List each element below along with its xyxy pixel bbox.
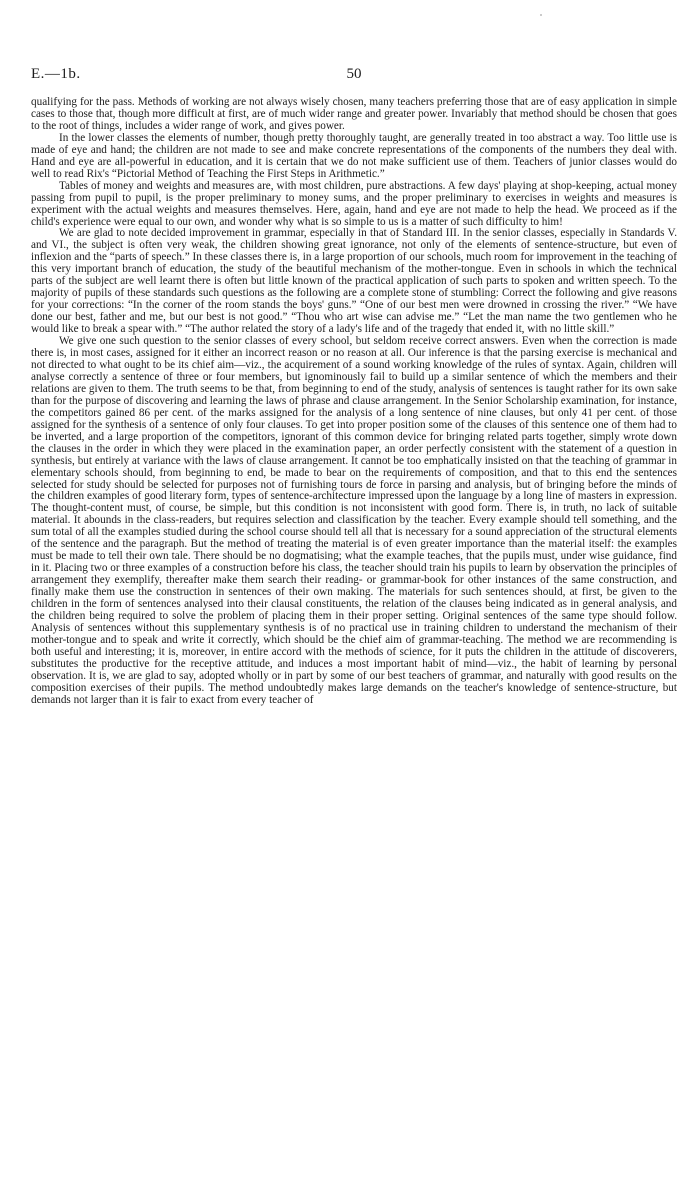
paragraph-arithmetic-lower-classes: In the lower classes the elements of number, though pretty thoroughly taught, are generally treated in too abstract a way. Too little use is made of eye and hand; the children are not made to see and make concrete representations of the components of the numbers they deal with. Hand and eye are all-powerful in education, and it is certain that we do not make sufficient use of them. Teachers of junior classes would do well to read Rix's “Pictorial Method of Teaching the First Steps in Arithmetic.” — [31, 131, 677, 180]
body-text — [31, 97, 677, 707]
document-reference: E.—1b. — [31, 66, 81, 82]
page-header — [31, 66, 677, 86]
paragraph-grammar-method: We give one such question to the senior classes of every school, but seldom receive correct answers. Even when the correction is made there is, in most cases, assigned for it either an incorrect reason or no reason at all. Our inference is that the parsing exercise is mechanical and not directed to what ought to be its chief aim—viz., the acquirement of a sound working knowledge of the rules of syntax. Again, children will analyse correctly a sentence of three or four members, but ignominously fail to build up a similar sentence of which the members and their relations are given to them. The truth seems to be that, from beginning to end of the study, analysis of sentences is taught rather for its own sake than for the purpose of discovering and learning the laws of phrase and clause arrangement. In the Senior Scholarship examination, for instance, the competitors gained 86 per cent. of the marks assigned for the analysis of a long sentence of nine clauses, but only 41 per cent. of those assigned for the synthesis of a sentence of only four clauses. To get into proper position some of the clauses of this sentence one of them had to be inverted, and a large proportion of the competitors, ignorant of this common device for bringing related parts together, simply wrote down the clauses in the order in which they were placed in the examination paper, an order perfectly consistent with the statement of a question in synthesis, but entirely at variance with the laws of clause arrangement. It cannot be too emphatically insisted on that the teaching of grammar in elementary schools should, from beginning to end, be made to bear on the requirements of composition, and that to this end the sentences selected for study should be selected for purposes not of furnishing tours de force in parsing and analysis, but of bringing before the minds of the children examples of good literary form, types of sentence-architecture impressed upon the language by a long line of masters in expression. The thought-content must, of course, be simple, but this condition is not inconsistent with good form. There is, in truth, no lack of suitable material. It abounds in the class-readers, but requires selection and classification by the teacher. Every example should tell something, and the sum total of all the examples studied during the school course should tell all that is necessary for a sound appreciation of the structural elements of the sentence and the paragraph. But the method of treating the material is of even greater importance than the material itself: the examples must be made to tell their own tale. There should be no dogmatising; what the example teaches, that the pupils must, under wise guidance, find in it. Placing two or three examples of a construction before his class, the teacher should train his pupils to learn by observation the principles of arrangement they exemplify, thereafter make them search their reading- or grammar-book for other instances of the same construction, and finally make them use the construction in sentences of their own making. The materials for such sentences should, at first, be given to the children in the form of sentences analysed into their clausal constituents, the relation of the clauses being indicated as in general analysis, and the children being required to solve the problem of placing them in their proper setting. Original sentences of the same type should follow. Analysis of sentences without this supplementary synthesis is of no practical use in training children to understand the mechanism of their mother-tongue and to speak and write it correctly, which should be the chief aim of grammar-teaching. The method we are recommending is both useful and interesting; it is, moreover, in entire accord with the methods of science, for it puts the children in the attitude of discoverers, substitutes the productive for the receptive attitude, and induces a most important habit of mind—viz., the habit of learning by personal observation. It is, we are glad to say, adopted wholly or in part by some of our best teachers of grammar, and naturally with good results on the composition exercises of their pupils. The method undoubtedly makes large demands on the teacher's knowledge of sentence-structure, but demands not larger than it is fair to exact from every teacher of — [31, 335, 677, 706]
scan-speck — [540, 14, 542, 16]
paragraph-grammar-improvement: We are glad to note decided improvement in grammar, especially in that of Standard III. In the senior classes, especially in Standards V. and VI., the subject is often very weak, the children showing great ignorance, not only of the elements of sentence-structure, but even of inflexion and the “parts of speech.” In these classes there is, in a large proportion of our schools, much room for improvement in the teaching of this very important branch of education, the study of the beautiful mechanism of the mother-tongue. Even in schools in which the technical parts of the subject are well learnt there is often but little known of the practical application of such parts to spoken and written speech. To the majority of pupils of these standards such questions as the following are a complete stone of stumbling: Correct the following and give reasons for your corrections: “In the corner of the room stands the boys' guns.” “One of our best men were drowned in crossing the river.” “We have done our best, father and me, but our best is not good.” “Thou who art wise can advise me.” “Let the man name the two gentlemen who he would like to break a spear with.” “The author related the story of a lady's life and of the tragedy that ended it, with no little skill.” — [31, 227, 677, 336]
page-number: 50 — [346, 66, 362, 82]
paragraph-money-tables: Tables of money and weights and measures are, with most children, pure abstractions. A few days' playing at shop-keeping, actual money passing from pupil to pupil, is the proper preliminary to money sums, and the proper preliminary to exercises in weights and measures is experiment with the actual weights and measures themselves. Here, again, hand and eye are not made to help the head. We proceed as if the child's experience were equal to our own, and wonder why what is so simple to us is a matter of such difficulty to him! — [31, 179, 677, 228]
paragraph-continued: qualifying for the pass. Methods of working are not always wisely chosen, many teachers preferring those that are of easy application in simple cases to those that, though more difficult at first, are of much wider range and greater power. Invariably that method should be chosen that goes to the root of things, includes a wider range of work, and gives power. — [31, 96, 677, 132]
